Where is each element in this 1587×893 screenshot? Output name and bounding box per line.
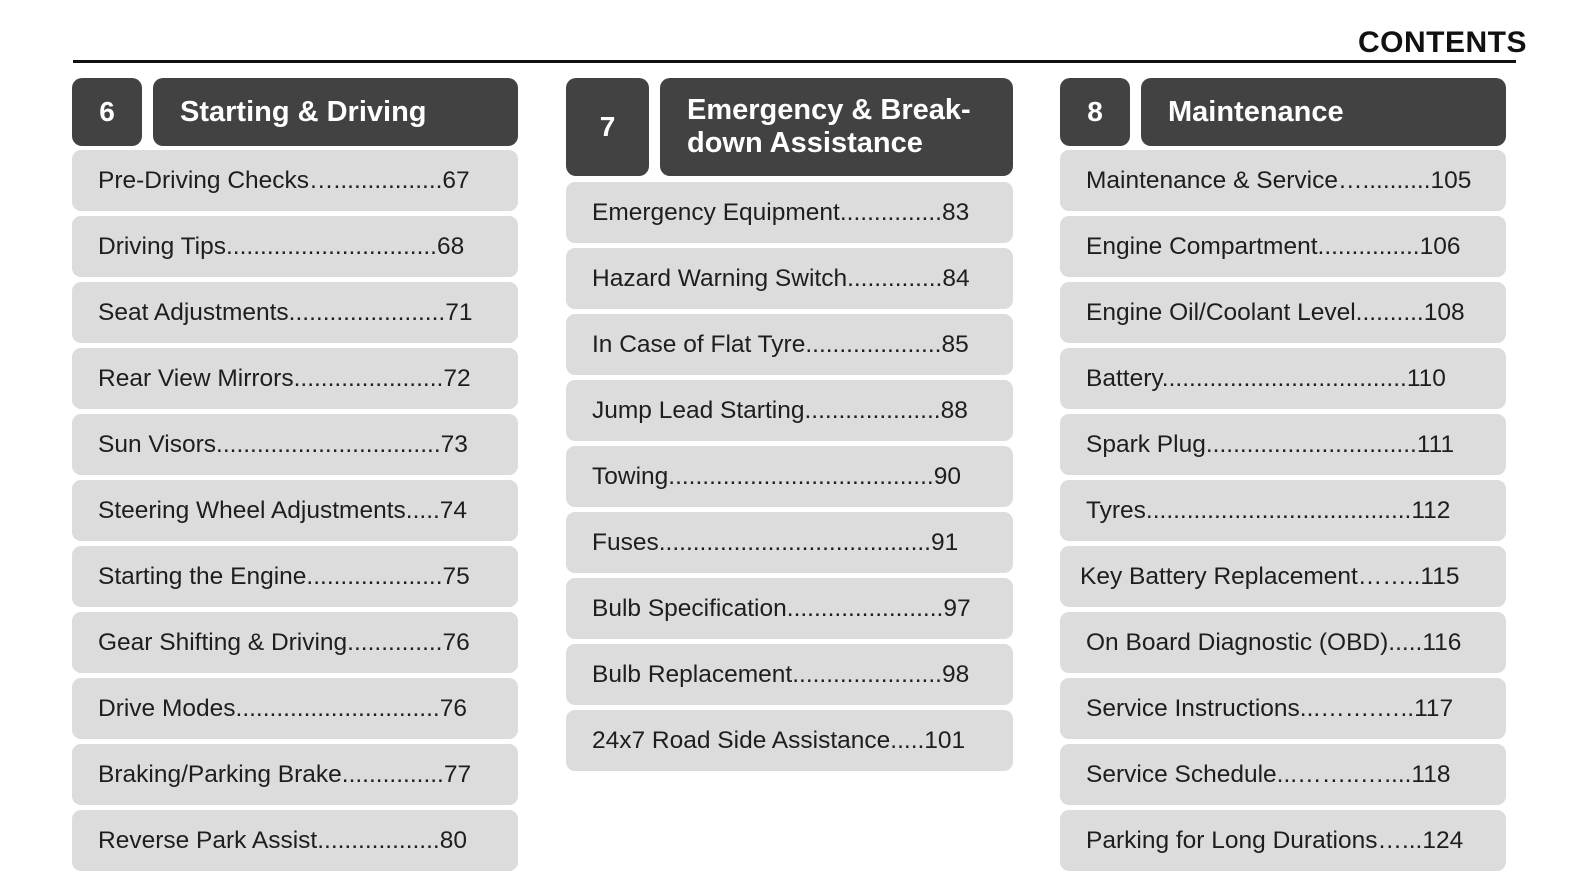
toc-item-road-side-assistance[interactable]: 24x7 Road Side Assistance.....101: [566, 710, 1013, 771]
toc-list: [72, 150, 518, 871]
section-header: [566, 78, 1013, 176]
toc-item-key-battery-replacement[interactable]: Key Battery Replacement……..115: [1060, 546, 1506, 607]
toc-item-service-instructions[interactable]: Service Instructions...…….…..117: [1060, 678, 1506, 739]
header-divider: [73, 60, 1516, 63]
toc-item-engine-oil-coolant-level[interactable]: Engine Oil/Coolant Level..........108: [1060, 282, 1506, 343]
toc-item-starting-the-engine[interactable]: Starting the Engine....................75: [72, 546, 518, 607]
section-emergency-breakdown: [566, 78, 1013, 776]
toc-item-flat-tyre[interactable]: In Case of Flat Tyre....................85: [566, 314, 1013, 375]
toc-item-drive-modes[interactable]: Drive Modes..............................76: [72, 678, 518, 739]
section-maintenance: [1060, 78, 1506, 876]
toc-item-rear-view-mirrors[interactable]: Rear View Mirrors......................72: [72, 348, 518, 409]
section-starting-driving: [72, 78, 518, 876]
toc-item-parking-long-durations[interactable]: Parking for Long Durations…...124: [1060, 810, 1506, 871]
toc-item-braking-parking-brake[interactable]: Braking/Parking Brake...............77: [72, 744, 518, 805]
toc-item-tyres[interactable]: Tyres.......................................112: [1060, 480, 1506, 541]
toc-item-bulb-replacement[interactable]: Bulb Replacement......................98: [566, 644, 1013, 705]
section-title: Starting & Driving: [153, 78, 518, 146]
section-number: 6: [72, 78, 142, 146]
toc-item-hazard-warning-switch[interactable]: Hazard Warning Switch..............84: [566, 248, 1013, 309]
page-title: CONTENTS: [1358, 26, 1527, 59]
toc-list: [566, 182, 1013, 771]
section-header: [1060, 78, 1506, 146]
toc-item-fuses[interactable]: Fuses........................................91: [566, 512, 1013, 573]
toc-item-emergency-equipment[interactable]: Emergency Equipment...............83: [566, 182, 1013, 243]
section-number: 8: [1060, 78, 1130, 146]
section-number: 7: [566, 78, 649, 176]
toc-item-towing[interactable]: Towing.......................................90: [566, 446, 1013, 507]
toc-item-battery[interactable]: Battery....................................110: [1060, 348, 1506, 409]
section-title: Maintenance: [1141, 78, 1506, 146]
toc-item-gear-shifting-driving[interactable]: Gear Shifting & Driving..............76: [72, 612, 518, 673]
toc-item-steering-wheel-adjustments[interactable]: Steering Wheel Adjustments.....74: [72, 480, 518, 541]
toc-item-reverse-park-assist[interactable]: Reverse Park Assist..................80: [72, 810, 518, 871]
toc-item-pre-driving-checks[interactable]: Pre-Driving Checks…................67: [72, 150, 518, 211]
toc-item-driving-tips[interactable]: Driving Tips...............................68: [72, 216, 518, 277]
section-header: [72, 78, 518, 146]
toc-item-maintenance-service[interactable]: Maintenance & Service…..........105: [1060, 150, 1506, 211]
toc-item-service-schedule[interactable]: Service Schedule...……..…....118: [1060, 744, 1506, 805]
toc-item-spark-plug[interactable]: Spark Plug...............................111: [1060, 414, 1506, 475]
toc-item-on-board-diagnostic[interactable]: On Board Diagnostic (OBD).....116: [1060, 612, 1506, 673]
section-title: Emergency & Break- down Assistance: [660, 78, 1013, 176]
toc-list: [1060, 150, 1506, 871]
toc-item-sun-visors[interactable]: Sun Visors.................................73: [72, 414, 518, 475]
toc-item-engine-compartment[interactable]: Engine Compartment...............106: [1060, 216, 1506, 277]
toc-item-jump-lead-starting[interactable]: Jump Lead Starting....................88: [566, 380, 1013, 441]
toc-item-seat-adjustments[interactable]: Seat Adjustments.......................71: [72, 282, 518, 343]
toc-item-bulb-specification[interactable]: Bulb Specification.......................97: [566, 578, 1013, 639]
